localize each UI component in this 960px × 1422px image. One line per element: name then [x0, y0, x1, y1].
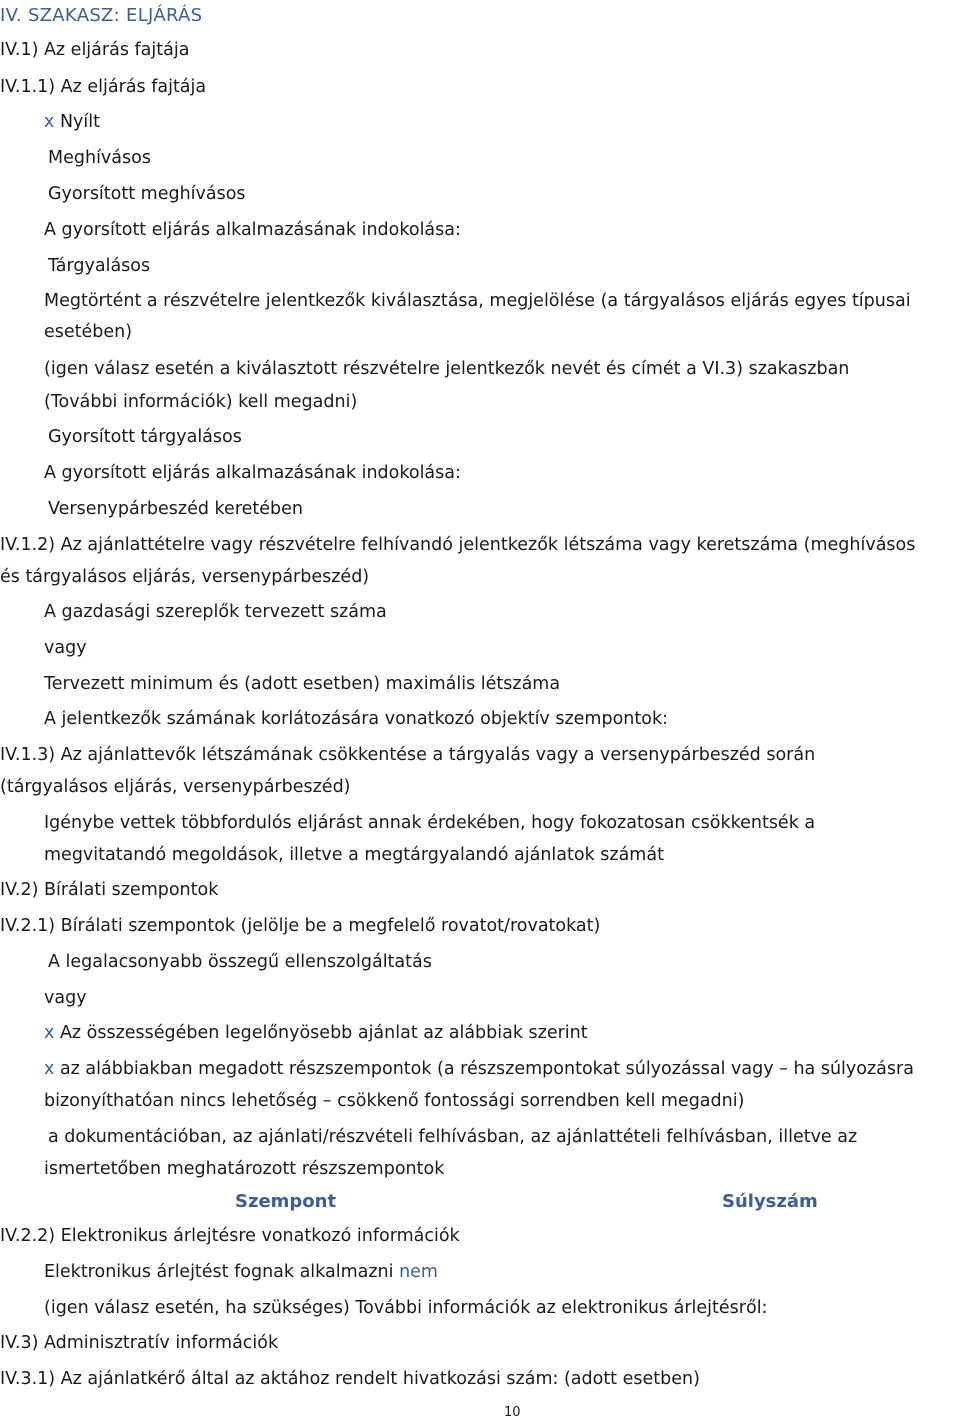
iv21-heading: IV.2.1) Bírálati szempontok (jelölje be a megfelelő rovatot/rovatokat) [0, 916, 601, 936]
vagy-text-2: vagy [44, 988, 87, 1008]
option-gyorsitott-meghivasos: Gyorsított meghívásos [48, 184, 246, 204]
korlatozas-szempontok: A jelentkezők számának korlátozására vonatkozó objektív szempontok: [44, 709, 668, 729]
iv22-heading: IV.2.2) Elektronikus árlejtésre vonatkozó információk [0, 1226, 460, 1246]
arlejtes-label: Elektronikus árlejtést fognak alkalmazni [44, 1262, 394, 1282]
option-dokumentacio-line-1: a dokumentációban, az ajánlati/részvételi felhívásban, az ajánlattételi felhívásban, illetve az [48, 1127, 858, 1147]
arlejtes-value: nem [399, 1262, 438, 1282]
iv13-body-line-1: Igénybe vettek többfordulós eljárást annak érdekében, hogy fokozatosan csökkentsék a [44, 813, 816, 833]
section-title: IV. SZAKASZ: ELJÁRÁS [0, 5, 203, 26]
iv13-heading-line-1: IV.1.3) Az ajánlattevők létszámának csökkentése a tárgyalás vagy a versenypárbeszéd során [0, 745, 816, 765]
option-gyorsitott-targyalasos: Gyorsított tárgyalásos [48, 427, 242, 447]
option-dokumentacio-line-2: ismertetőben meghatározott részszempontok [44, 1159, 445, 1179]
page-number: 10 [504, 1405, 521, 1420]
checked-mark: x [44, 1059, 55, 1079]
iv2-heading: IV.2) Bírálati szempontok [0, 880, 219, 900]
iv1-heading: IV.1) Az eljárás fajtája [0, 40, 190, 60]
option-nyilt [44, 110, 100, 134]
option-meghivasos: Meghívásos [48, 148, 151, 168]
option-osszessegeben [44, 1021, 588, 1045]
elektronikus-arlejtes [44, 1260, 438, 1284]
minimum-maximum: Tervezett minimum és (adott esetben) maximális létszáma [44, 674, 561, 694]
iv12-heading-line-1: IV.1.2) Az ajánlattételre vagy részvételre felhívandó jelentkezők létszáma vagy keretszáma (meghívásos [0, 535, 916, 555]
option-targyalasos: Tárgyalásos [48, 256, 151, 276]
checked-mark: x [44, 1023, 55, 1043]
megtortent-line-1: Megtörtént a részvételre jelentkezők kiválasztása, megjelölése (a tárgyalásos eljárás egyes típusai [44, 291, 911, 311]
iv13-heading-line-2: (tárgyalásos eljárás, versenypárbeszéd) [0, 777, 351, 797]
option-legalacsonyabb: A legalacsonyabb összegű ellenszolgáltatás [48, 952, 432, 972]
iv31-heading: IV.3.1) Az ajánlatkérő által az aktához rendelt hivatkozási szám: (adott esetben) [0, 1369, 700, 1389]
option-versenyparbeszed: Versenypárbeszéd keretében [48, 499, 303, 519]
igen-note-line-1: (igen válasz esetén a kiválasztott részvételre jelentkezők nevét és címét a VI.3) szakaszban [44, 359, 850, 379]
tervezett-szama: A gazdasági szereplők tervezett száma [44, 602, 387, 622]
iv3-heading: IV.3) Adminisztratív információk [0, 1333, 279, 1353]
arlejtes-info: (igen válasz esetén, ha szükséges) További információk az elektronikus árlejtésről: [44, 1298, 768, 1318]
indoklas-label: A gyorsított eljárás alkalmazásának indokolása: [44, 220, 461, 240]
megtortent-line-2: esetében) [44, 322, 133, 342]
option-alabbiakban-line-1 [44, 1057, 914, 1081]
indoklas-label-2: A gyorsított eljárás alkalmazásának indokolása: [44, 463, 461, 483]
iv13-body-line-2: megvitatandó megoldások, illetve a megtárgyalandó ajánlatok számát [44, 845, 664, 865]
iv12-heading-line-2: és tárgyalásos eljárás, versenypárbeszéd) [0, 567, 370, 587]
column-header-sulyszam: Súlyszám [722, 1191, 818, 1212]
igen-note-line-2: (További információk) kell megadni) [44, 392, 358, 412]
checked-mark: x [44, 112, 55, 132]
option-label: az alábbiakban megadott részszempontok (a részszempontokat súlyozással vagy – ha súlyozásra [59, 1059, 914, 1079]
iv11-heading: IV.1.1) Az eljárás fajtája [0, 77, 207, 97]
option-alabbiakban-line-2: bizonyíthatóan nincs lehetőség – csökkenő fontossági sorrendben kell megadni) [44, 1091, 745, 1111]
vagy-text: vagy [44, 638, 87, 658]
option-label: Nyílt [59, 112, 100, 132]
column-header-szempont: Szempont [235, 1191, 337, 1212]
option-label: Az összességében legelőnyösebb ajánlat az alábbiak szerint [59, 1023, 588, 1043]
